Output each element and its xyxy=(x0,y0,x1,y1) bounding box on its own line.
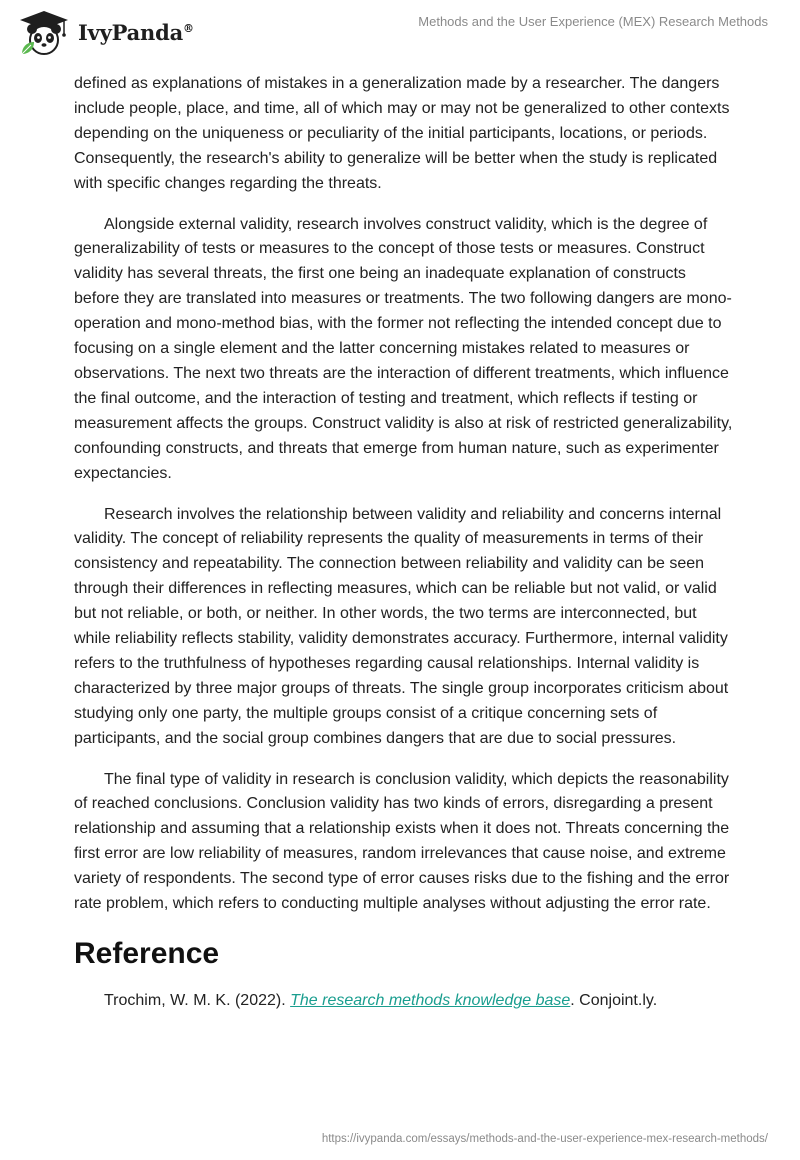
ivypanda-logo[interactable] xyxy=(16,8,194,56)
paragraph-conclusion-validity: The final type of validity in research is conclusion validity, which depicts the reasonability of reached conclusions. Conclusion validity has two kinds of errors, disregarding a present relationship and assuming that a relationship exists when it does not. Threats concerning the first error are low reliability of measures, random irrelevances that cause noise, and extreme variety of respondents. The second type of error causes risks due to the fishing and the error rate problem, which refers to conducting multiple analyses without adjusting the error rate. xyxy=(74,770,730,913)
reference-entry xyxy=(104,989,734,1013)
document-title: Methods and the User Experience (MEX) Research Methods xyxy=(418,14,768,29)
paragraph-internal-validity: Research involves the relationship between validity and reliability and concerns internal validity. The concept of reliability represents the quality of measurements in terms of their consistency and repeatability. The connection between reliability and validity can be seen through their differences in reflecting measures, which can be reliable but not valid, or valid but not reliable, or both, or neither. In other words, the two terms are interconnected, but while reliability reflects stability, validity demonstrates accuracy. Furthermore, internal validity refers to the truthfulness of hypotheses regarding causal relationships. Internal validity is characterized by three major groups of threats. The single group incorporates criticism about studying only one party, the multiple groups consist of a critique concerning sets of participants, and the social group combines dangers that are due to social pressures. xyxy=(74,505,729,747)
footer-url: https://ivypanda.com/essays/methods-and-the-user-experience-mex-research-methods/ xyxy=(321,1133,768,1145)
essay-body xyxy=(74,72,734,1013)
page-header xyxy=(16,8,768,58)
reference-link[interactable]: The research methods knowledge base xyxy=(290,992,571,1009)
panda-graduate-icon xyxy=(16,8,72,56)
logo-wordmark: IvyPanda® xyxy=(78,19,194,45)
reference-publisher: . Conjoint.ly. xyxy=(570,992,658,1009)
paragraph-construct-validity: Alongside external validity, research involves construct validity, which is the degree of generalizability of tests or measures to the concept of those tests or measures. Construct validity has several threats, the first one being an inadequate explanation of constructs before they are translated into measures or treatments. The two following dangers are mono-operation and mono-method bias, with the former not reflecting the intended concept due to focusing on a single element and the latter concerning mistakes related to measures or observations. The next two threats are the interaction of different treatments, which influence the final outcome, and the interaction of testing and treatment, which reflects if testing or measurement affects the groups. Construct validity is also at risk of restricted generalizability, confounding constructs, and threats that emerge from human nature, such as experimenter expectancies. xyxy=(74,215,733,482)
registered-mark: ® xyxy=(183,21,194,35)
reference-author: Trochim, W. M. K. (2022). xyxy=(104,992,291,1009)
paragraph-external-validity-threats: defined as explanations of mistakes in a generalization made by a researcher. The dangers include people, place, and time, all of which may or may not be generalized to other contexts depending on the uniqueness or peculiarity of the initial participants, locations, or periods. Consequently, the research's ability to generalize will be better when the study is replicated with specific changes regarding the threats. xyxy=(74,75,730,192)
reference-heading: Reference xyxy=(74,937,220,970)
